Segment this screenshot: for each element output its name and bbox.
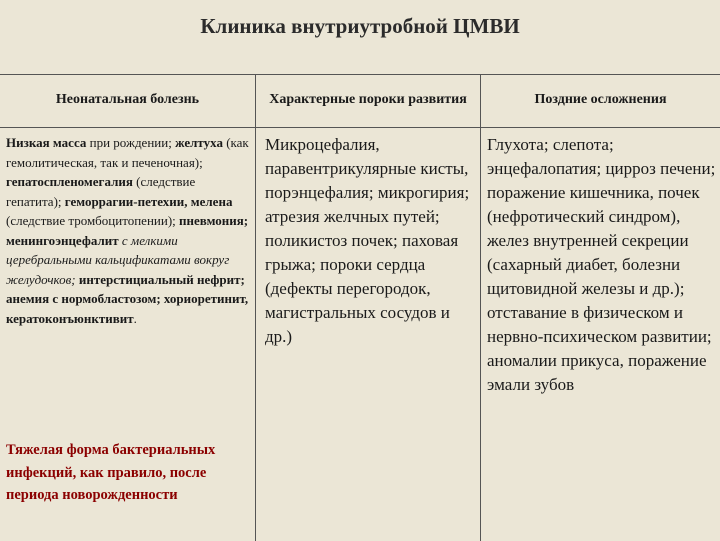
symptom-note: .: [133, 310, 137, 326]
column-divider: [255, 75, 256, 541]
symptom-term: пневмония; менингоэнцефалит: [6, 213, 249, 248]
severe-form-note: Тяжелая форма бактериальных инфекций, как правило, после периода новорожденности: [6, 442, 216, 503]
symptom-term: Низкая масса: [6, 135, 87, 150]
symptom-term: интерстициальный нефрит; анемия с нормобластозом; хориоретинит, кератоконъюнктивит: [6, 271, 249, 326]
symptom-note: при рождении;: [86, 135, 172, 150]
header-neonatal-disease: Неонатальная болезнь: [55, 91, 200, 107]
header-malformations: Характерные пороки развития: [269, 91, 467, 107]
column-divider: [480, 75, 481, 541]
symptom-term: желтуха: [175, 135, 223, 150]
symptom-term: гепатоспленомегалия: [6, 174, 133, 189]
symptom-note: с мелкими церебральными кальцификатами вокруг желудочков;: [6, 232, 230, 287]
header-divider: [0, 127, 720, 128]
neonatal-disease-list: [6, 133, 250, 328]
malformations-text: Микроцефалия, паравентрикулярные кисты, порэнцефалия; микрогирия; атрезия желчных путей; поликистоз почек; паховая грыжа; пороки сердца (дефекты перегородок, магистральных сосудов и др.): [265, 135, 470, 346]
symptom-term: геморрагии-петехии, мелена: [64, 193, 233, 209]
symptom-note: (как гемолитическая, так и печеночная);: [6, 135, 249, 170]
page-title: Клиника внутриутробной ЦМВИ: [200, 14, 520, 38]
header-late-complications: Поздние осложнения: [534, 91, 667, 107]
late-complications-text: Глухота; слепота; энцефалопатия; цирроз печени; поражение кишечника, почек (нефротический синдром), желез внутренней секреции (сахарный диабет, болезни щитовидной железы и др.); отставание в физическом и нервно-психическом развитии; аномалии прикуса, поражение эмали зубов: [487, 135, 716, 394]
clinical-table: [0, 74, 720, 541]
symptom-note: (следствие тромбоцитопении);: [6, 213, 176, 228]
symptom-note: (следствие гепатита);: [6, 174, 196, 209]
